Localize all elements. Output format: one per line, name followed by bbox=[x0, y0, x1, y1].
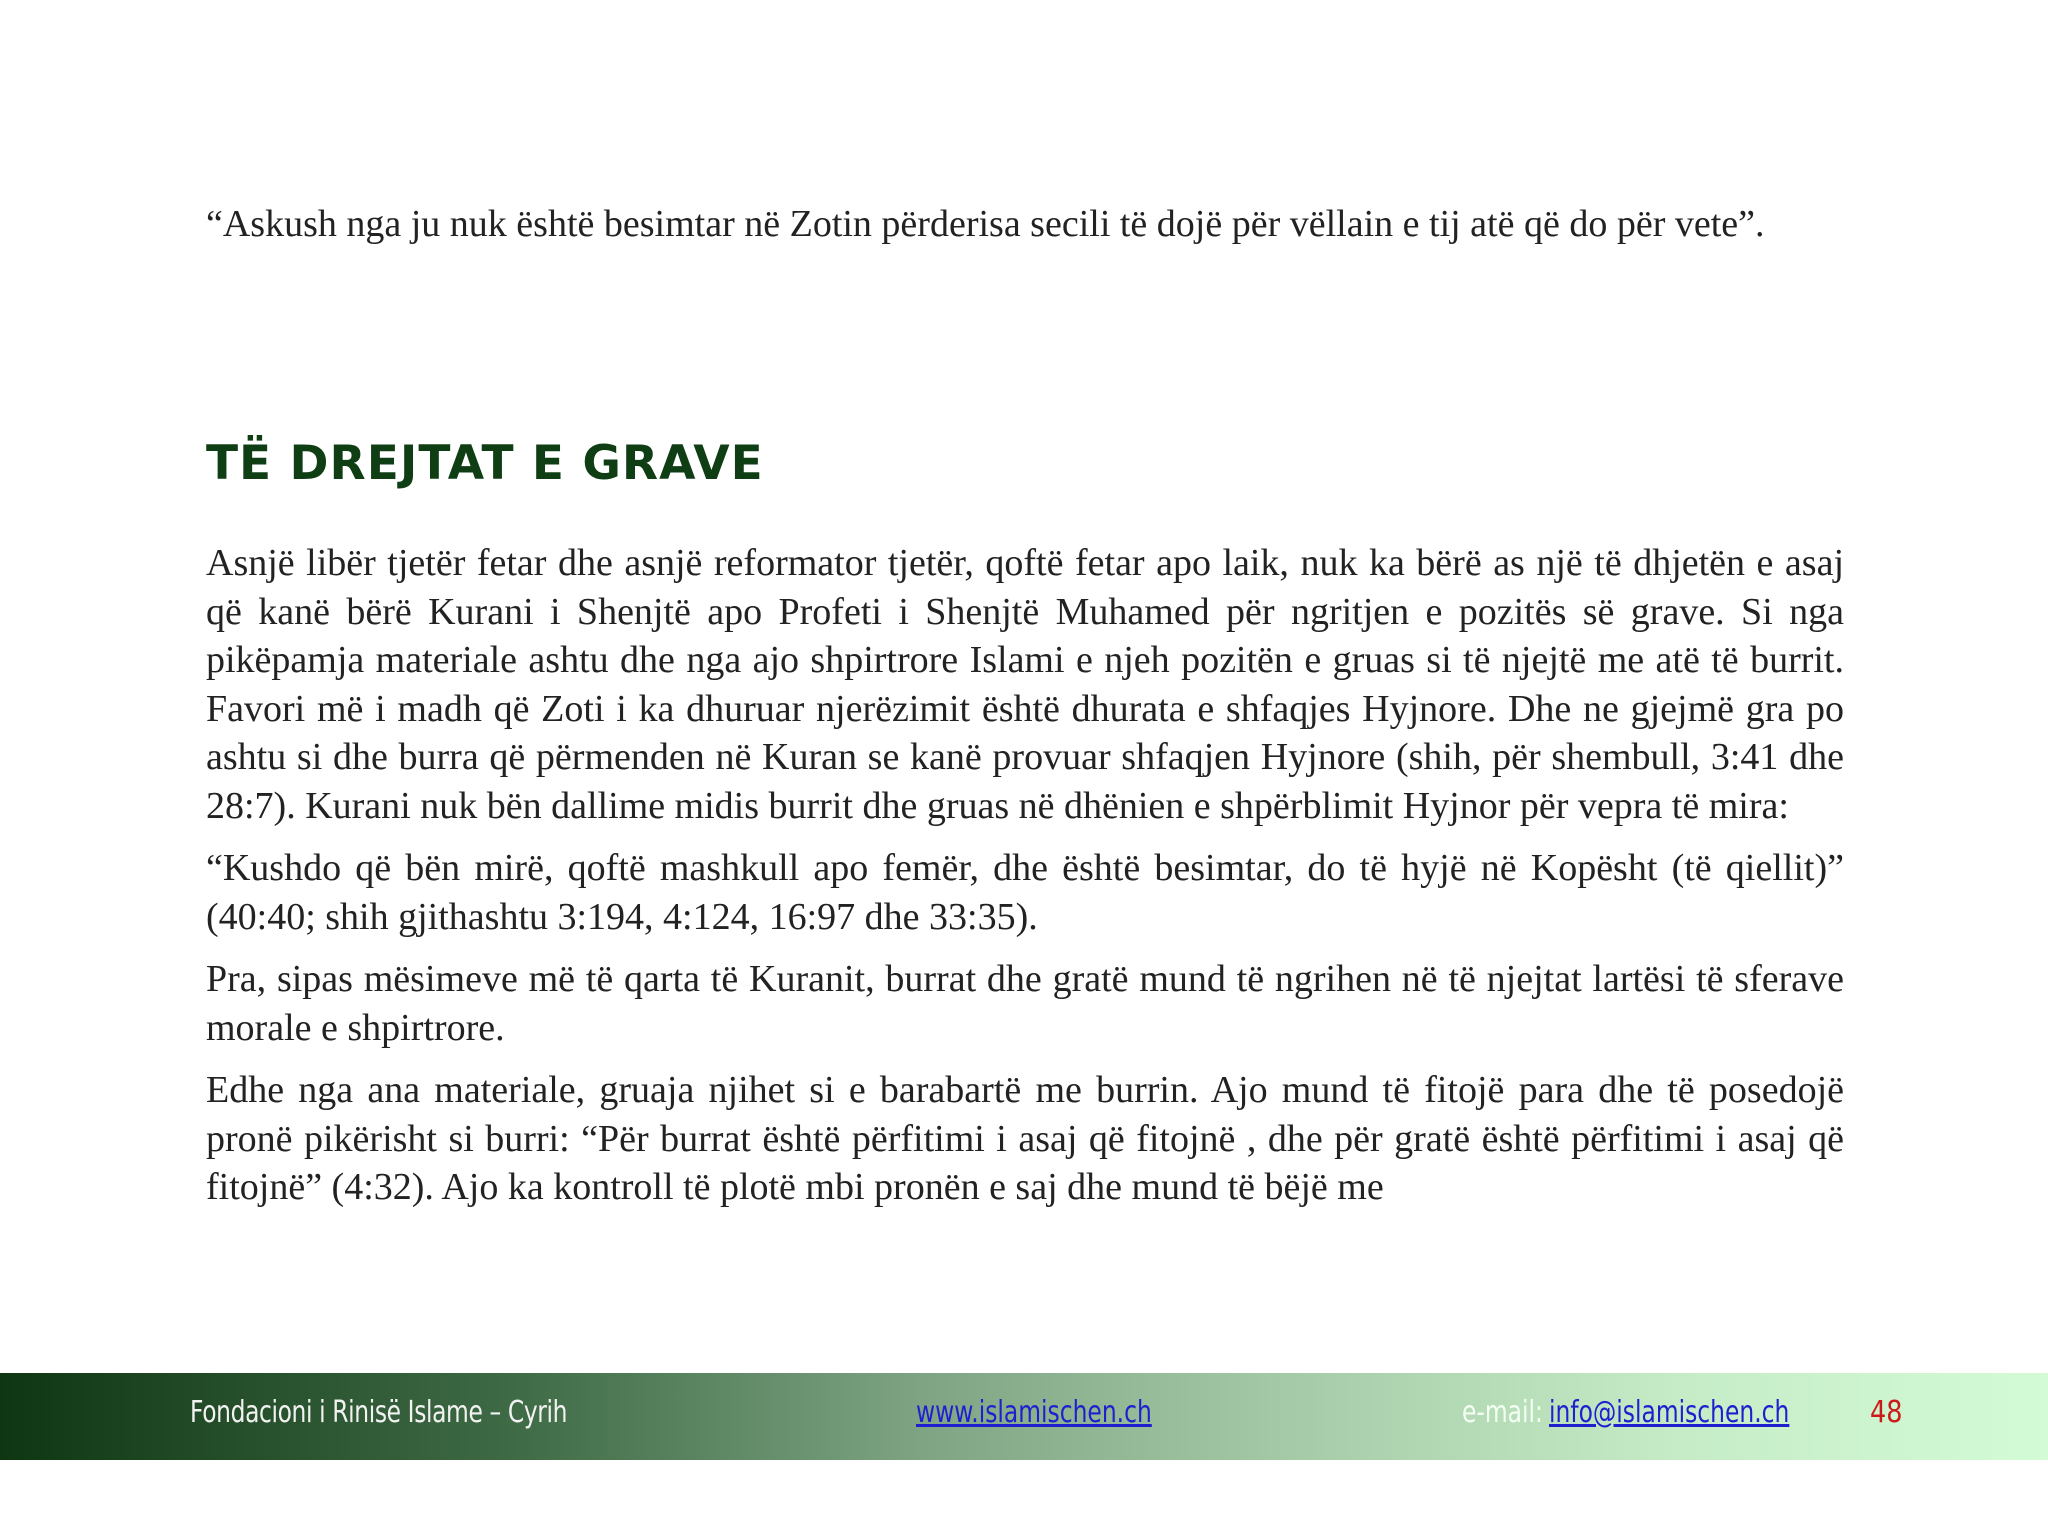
footer-website-link[interactable]: www.islamischen.ch bbox=[916, 1395, 1152, 1430]
footer-organization: Fondacioni i Rinisë Islame – Cyrih bbox=[190, 1395, 568, 1430]
page-footer bbox=[0, 1373, 2048, 1460]
paragraph-3: Pra, sipas mësimeve më të qarta të Kuranit, burrat dhe gratë mund të ngrihen në të njejtat lartësi të sferave morale e shpirtrore. bbox=[206, 958, 1844, 1049]
footer-email-link[interactable]: info@islamischen.ch bbox=[1549, 1395, 1790, 1430]
top-quote-block bbox=[206, 200, 1844, 249]
paragraph-2-quote: “Kushdo që bën mirë, qoftë mashkull apo femër, dhe është besimtar, do të hyjë në Kopësht (të qiellit)” (40:40; shih gjithashtu 3:194, 4:124, 16:97 dhe 33:35). bbox=[206, 847, 1844, 938]
page-number: 48 bbox=[1870, 1395, 1903, 1430]
paragraph-4: Edhe nga ana materiale, gruaja njihet si e barabartë me burrin. Ajo mund të fitojë para dhe të posedojë pronë pikërisht si burri: “Për burrat është përfitimi i asaj që fitojnë , dhe për gratë është përfitimi i asaj që fitojnë” (4:32). Ajo ka kontroll të plotë mbi pronën e saj dhe mund të bëjë me bbox=[206, 1069, 1844, 1208]
top-quote: “Askush nga ju nuk është besimtar në Zotin përderisa secili të dojë për vëllain e tij atë që do për vete”. bbox=[206, 203, 1765, 245]
body-text bbox=[206, 539, 1844, 1226]
footer-email-label: e-mail: bbox=[1462, 1395, 1543, 1430]
section-heading: TË DREJTAT E GRAVE bbox=[206, 436, 764, 491]
paragraph-1: Asnjë libër tjetër fetar dhe asnjë reformator tjetër, qoftë fetar apo laik, nuk ka bërë as një të dhjetën e asaj që kanë bërë Kurani i Shenjtë apo Profeti i Shenjtë Muhamed për ngritjen e pozitës së grave. Si nga pikëpamja materiale ashtu dhe nga ajo shpirtrore Islami e njeh pozitën e gruas si të njejtë me atë të burrit. Favori më i madh që Zoti i ka dhuruar njerëzimit është dhurata e shfaqjes Hyjnore. Dhe ne gjejmë gra po ashtu si dhe burra që përmenden në Kuran se kanë provuar shfaqjen Hyjnore (shih, për shembull, 3:41 dhe 28:7). Kurani nuk bën dallime midis burrit dhe gruas në dhënien e shpërblimit Hyjnor për vepra të mira: bbox=[206, 542, 1844, 827]
